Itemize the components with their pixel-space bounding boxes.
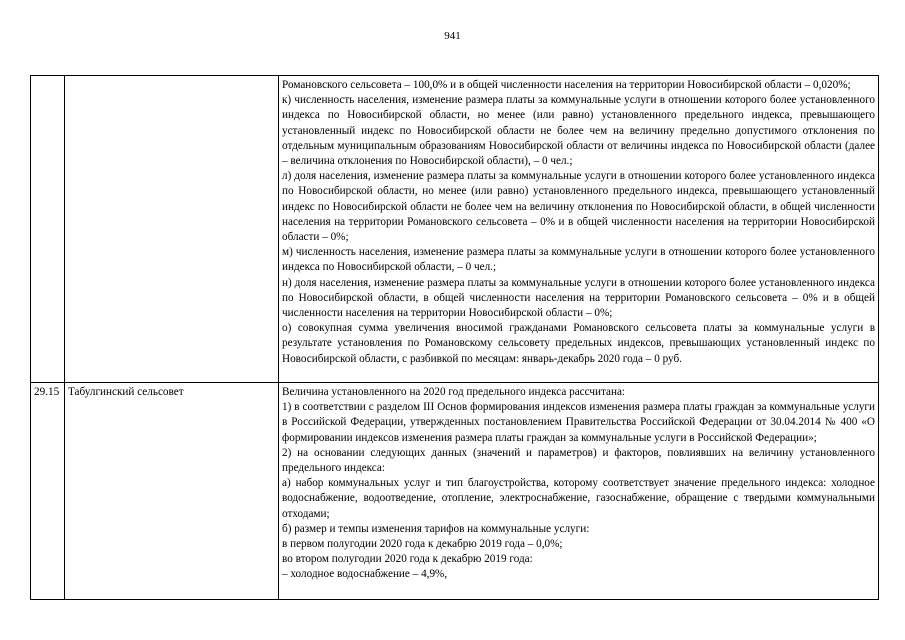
row-number-cell	[31, 76, 65, 383]
description-cell	[279, 76, 879, 383]
page-number: 941	[444, 30, 461, 42]
paragraph: к) численность населения, изменение размера платы за коммунальные услуги в отношении которого более установленного индекса по Новосибирской области, но менее (или равно) установленного предельного индекса, превышающего установленный индекс по Новосибирской области не более чем на величину предельно допустимого отклонения по отдельным муниципальным образованиям Новосибирской области от величины индекса по Новосибирской области (далее – величина отклонения по Новосибирской области), – 0 чел.;	[282, 94, 875, 168]
municipality-name-cell	[65, 76, 279, 383]
table-row	[31, 383, 879, 600]
paragraph: Романовского сельсовета – 100,0% и в общей численности населения на территории Новосибирской области – 0,020%;	[282, 79, 851, 91]
paragraph: в первом полугодии 2020 года к декабрю 2019 года – 0,0%;	[282, 538, 563, 551]
description-cell	[279, 383, 879, 600]
row-number-cell: 29.15	[31, 383, 65, 600]
paragraph: 1) в соответствии с разделом III Основ формирования индексов изменения размера платы граждан за коммунальные услуги в Российской Федерации, утвержденных постановлением Правительства Российской Федерации от 30.04.2014 № 400 «О формировании индексов изменения размера платы граждан за коммунальные услуги в Российской Федерации»;	[282, 401, 875, 444]
paragraph: Величина установленного на 2020 год предельного индекса рассчитана:	[282, 386, 626, 398]
paragraph: б) размер и темпы изменения тарифов на коммунальные услуги:	[282, 522, 590, 535]
paragraph: н) доля населения, изменение размера платы за коммунальные услуги в отношении которого более установленного индекса по Новосибирской области, в общей численности населения на территории Романовского сельсовета – 0% и в общей численности населения на территории Новосибирской области – 0%;	[282, 276, 875, 320]
paragraph: а) набор коммунальных услуг и тип благоустройства, которому соответствует значение предельного индекса: холодное водоснабжение, водоотведение, отопление, электроснабжение, газоснабжение, обращение с твердыми коммунальными отходами;	[282, 477, 875, 520]
paragraph: л) доля населения, изменение размера платы за коммунальные услуги в отношении которого более установленного индекса по Новосибирской области, но менее (или равно) установленного предельного индекса, превышающего установленный индекс по Новосибирской области не более чем на величину отклонения по Новосибирской области, в общей численности населения на территории Романовского сельсовета – 0% и в общей численности населения на территории Новосибирской области – 0%;	[282, 170, 875, 244]
paragraph: о) совокупная сумма увеличения вносимой гражданами Романовского сельсовета платы за коммунальные услуги в результате установления по Романовскому сельсовету предельных индексов, превышающих установленный индекс по Новосибирской области, с разбивкой по месяцам: январь-декабрь 2020 года – 0 руб.	[282, 322, 875, 365]
table-row	[31, 76, 879, 383]
paragraph: м) численность населения, изменение размера платы за коммунальные услуги в отношении которого более установленного индекса по Новосибирской области, – 0 чел.;	[282, 246, 875, 274]
municipality-name-cell: Табулгинский сельсовет	[65, 383, 279, 600]
document-table	[30, 75, 879, 600]
paragraph: 2) на основании следующих данных (значений и параметров) и факторов, повлиявших на величину установленного предельного индекса:	[282, 446, 875, 475]
paragraph: во втором полугодии 2020 года к декабрю 2019 года:	[282, 553, 533, 566]
paragraph: – холодное водоснабжение – 4,9%,	[282, 568, 448, 581]
